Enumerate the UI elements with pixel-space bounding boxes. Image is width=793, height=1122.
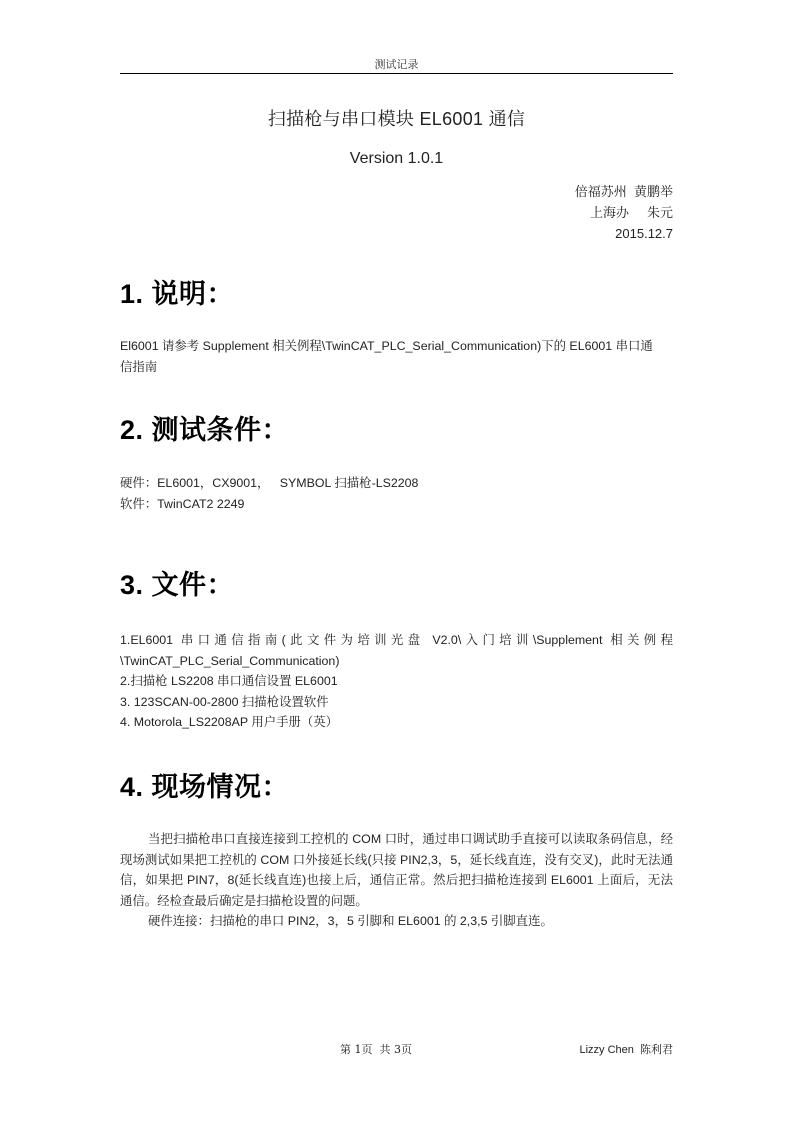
document-version: Version 1.0.1 <box>349 150 444 167</box>
file-item-continuation: \TwinCAT_PLC_Serial_Communication) <box>120 653 340 668</box>
situation-paragraph: 当把扫描枪串口直接连接到工控机的 COM 口时，通过串口调试助手直接可以读取条码信息，经现场测试如果把工控机的 COM 口外接延长线(只接 PIN2,3，5，延长线直连，没有交叉)，此时无法通信，如果把 PIN7，8(延长线直连)也接上后，通信正常。然后把扫描枪连接到 EL6001 上面后，无法通信。经检查最后确定是扫描枪设置的问题。 <box>120 832 673 908</box>
text-line: 信指南 <box>120 359 158 374</box>
section-body-files <box>120 630 673 733</box>
section-heading-files: 3. 文件： <box>120 570 235 600</box>
file-item: 1.EL6001 串口通信指南(此文件为培训光盘 V2.0\入门培训\Supplement 相关例程 <box>120 633 673 647</box>
software-line: 软件：TwinCAT2 2249 <box>120 496 245 511</box>
section-body-test-conditions <box>120 473 673 514</box>
page-header: 测试记录 <box>374 58 419 71</box>
page-number: 第 1页 共 3页 <box>340 1043 412 1056</box>
hardware-connection-paragraph: 硬件连接：扫描枪的串口 PIN2，3，5 引脚和 EL6001 的 2,3,5 引脚直连。 <box>148 914 553 928</box>
document-title: 扫描枪与串口模块 EL6001 通信 <box>267 109 526 129</box>
author-line: 上海办 朱元 <box>589 205 673 220</box>
section-body-site-situation <box>120 829 673 932</box>
section-heading-site-situation: 4. 现场情况： <box>120 772 290 802</box>
section-heading-description: 1. 说明： <box>120 279 235 309</box>
text-line: El6001 请参考 Supplement 相关例程\TwinCAT_PLC_Serial_Communication)下的 EL6001 串口通 <box>120 339 653 353</box>
document-date: 2015.12.7 <box>615 226 673 241</box>
file-item: 2.扫描枪 LS2208 串口通信设置 EL6001 <box>120 674 338 688</box>
hardware-line: 硬件：EL6001，CX9001， SYMBOL 扫描枪-LS2208 <box>120 476 419 490</box>
section-body-description <box>120 336 673 377</box>
file-item: 3. 123SCAN-00-2800 扫描枪设置软件 <box>120 694 329 709</box>
author-line: 倍福苏州 黄鹏举 <box>574 184 673 199</box>
file-item: 4. Motorola_LS2208AP 用户手册（英） <box>120 715 339 729</box>
footer-author: Lizzy Chen 陈利君 <box>579 1044 673 1056</box>
author-block <box>420 181 673 244</box>
header-divider <box>120 73 673 74</box>
section-heading-test-conditions: 2. 测试条件： <box>120 415 290 445</box>
